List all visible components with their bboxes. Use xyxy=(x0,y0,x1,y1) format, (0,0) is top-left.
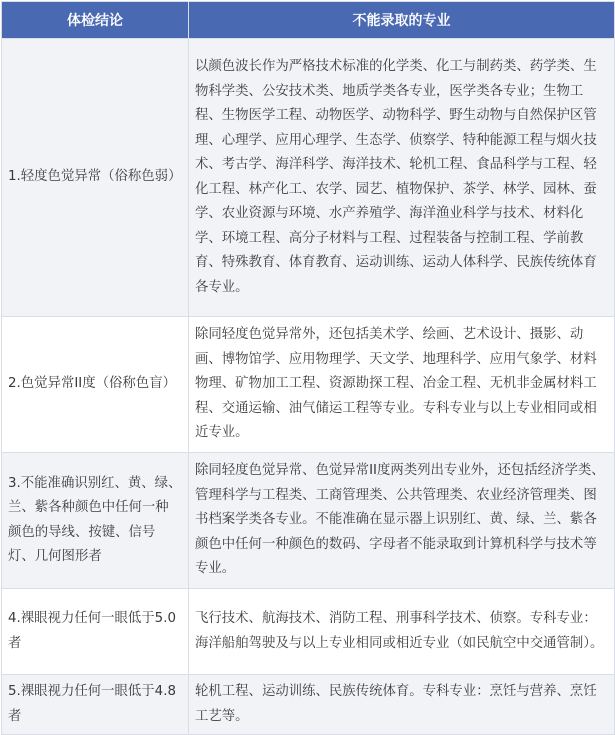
table-row xyxy=(2,675,615,735)
conclusion-cell: 4.裸眼视力任何一眼低于5.0者 xyxy=(2,589,189,675)
majors-cell: 轮机工程、运动训练、民族传统体育。专科专业：烹饪与营养、烹饪工艺等。 xyxy=(189,675,615,735)
table-row xyxy=(2,589,615,675)
majors-cell: 除同轻度色觉异常外，还包括美术学、绘画、艺术设计、摄影、动画、博物馆学、应用物理学、天文学、地理科学、应用气象学、材料物理、矿物加工工程、资源勘探工程、冶金工程、无机非金属材料工程、交通运输、油气储运工程等专业。专科专业与以上专业相同或相近专业。 xyxy=(189,317,615,453)
table-row xyxy=(2,317,615,453)
conclusion-cell: 1.轻度色觉异常（俗称色弱） xyxy=(2,39,189,317)
majors-cell: 以颜色波长作为严格技术标准的化学类、化工与制药类、药学类、生物科学类、公安技术类、地质学类各专业，医学类各专业；生物工程、生物医学工程、动物医学、动物科学、野生动物与自然保护区管理、心理学、应用心理学、生态学、侦察学、特种能源工程与烟火技术、考古学、海洋科学、海洋技术、轮机工程、食品科学与工程、轻化工程、林产化工、农学、园艺、植物保护、茶学、林学、园林、蚕学、农业资源与环境、水产养殖学、海洋渔业科学与技术、材料化学、环境工程、高分子材料与工程、过程装备与控制工程、学前教育、特殊教育、体育教育、运动训练、运动人体科学、民族传统体育各专业。 xyxy=(189,39,615,317)
conclusion-cell: 5.裸眼视力任何一眼低于4.8者 xyxy=(2,675,189,735)
header-conclusion: 体检结论 xyxy=(2,2,189,39)
table-header-row xyxy=(2,2,615,39)
physical-exam-table xyxy=(1,1,615,735)
conclusion-cell: 2.色觉异常II度（俗称色盲） xyxy=(2,317,189,453)
majors-cell: 除同轻度色觉异常、色觉异常II度两类列出专业外，还包括经济学类、管理科学与工程类、工商管理类、公共管理类、农业经济管理类、图书档案学类各专业。不能准确在显示器上识别红、黄、绿、兰、紫各颜色中任何一种颜色的数码、字母者不能录取到计算机科学与技术等专业。 xyxy=(189,453,615,589)
table-row xyxy=(2,453,615,589)
majors-cell: 飞行技术、航海技术、消防工程、刑事科学技术、侦察。专科专业：海洋船舶驾驶及与以上专业相同或相近专业（如民航空中交通管制）。 xyxy=(189,589,615,675)
table-row xyxy=(2,39,615,317)
conclusion-cell: 3.不能准确识别红、黄、绿、兰、紫各种颜色中任何一种颜色的导线、按键、信号灯、几何图形者 xyxy=(2,453,189,589)
header-majors: 不能录取的专业 xyxy=(189,2,615,39)
